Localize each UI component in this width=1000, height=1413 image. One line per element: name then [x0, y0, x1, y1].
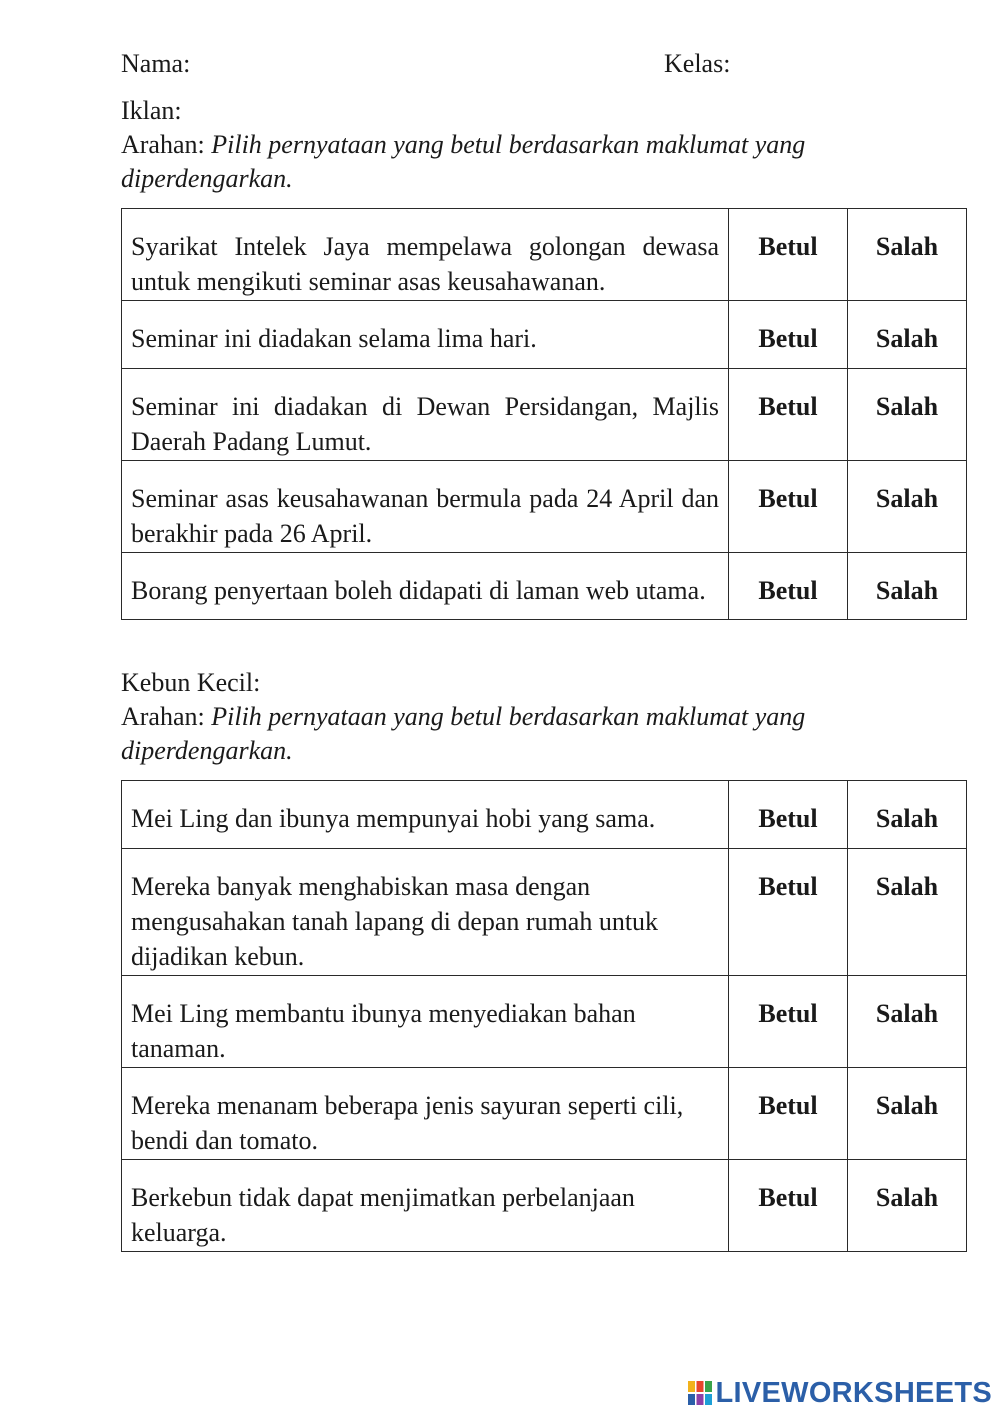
instruction-text: Pilih pernyataan yang betul berdasarkan maklumat yang	[211, 702, 806, 731]
statement-cell: Seminar asas keusahawanan bermula pada 24 April dan berakhir pada 26 April.	[122, 461, 729, 553]
betul-option[interactable]: Betul	[729, 209, 848, 301]
betul-option[interactable]: Betul	[729, 369, 848, 461]
table-row	[122, 781, 967, 849]
table-row	[122, 301, 967, 369]
section-title-kebun-kecil: Kebun Kecil:	[121, 668, 261, 697]
salah-option[interactable]: Salah	[848, 301, 967, 369]
salah-option[interactable]: Salah	[848, 849, 967, 976]
instruction-prefix: Arahan:	[121, 702, 205, 731]
section-title-iklan: Iklan:	[121, 96, 182, 125]
salah-option[interactable]: Salah	[848, 1068, 967, 1160]
betul-option[interactable]: Betul	[729, 461, 848, 553]
statement-cell: Mereka banyak menghabiskan masa dengan mengusahakan tanah lapang di depan rumah untuk dijadikan kebun.	[122, 849, 729, 976]
table-row	[122, 976, 967, 1068]
instruction-iklan	[121, 128, 805, 162]
salah-option[interactable]: Salah	[848, 369, 967, 461]
betul-option[interactable]: Betul	[729, 1160, 848, 1252]
class-label: Kelas:	[664, 49, 731, 78]
instruction-text-continued: diperdengarkan.	[121, 736, 293, 765]
statement-cell: Mereka menanam beberapa jenis sayuran seperti cili, bendi dan tomato.	[122, 1068, 729, 1160]
betul-option[interactable]: Betul	[729, 1068, 848, 1160]
name-label: Nama:	[121, 49, 191, 78]
statement-cell: Seminar ini diadakan selama lima hari.	[122, 301, 729, 369]
table-row	[122, 369, 967, 461]
statement-cell: Mei Ling dan ibunya mempunyai hobi yang sama.	[122, 781, 729, 849]
statement-cell: Mei Ling membantu ibunya menyediakan bahan tanaman.	[122, 976, 729, 1068]
betul-option[interactable]: Betul	[729, 849, 848, 976]
liveworksheets-logo-text: LIVEWORKSHEETS	[715, 1376, 992, 1409]
statement-cell: Borang penyertaan boleh didapati di laman web utama.	[122, 553, 729, 620]
quiz-table-iklan	[121, 208, 967, 620]
salah-option[interactable]: Salah	[848, 781, 967, 849]
betul-option[interactable]: Betul	[729, 301, 848, 369]
salah-option[interactable]: Salah	[848, 553, 967, 620]
instruction-text-continued: diperdengarkan.	[121, 164, 293, 193]
table-row	[122, 849, 967, 976]
statement-cell: Syarikat Intelek Jaya mempelawa golongan dewasa untuk mengikuti seminar asas keusahawanan.	[122, 209, 729, 301]
salah-option[interactable]: Salah	[848, 1160, 967, 1252]
instruction-text: Pilih pernyataan yang betul berdasarkan maklumat yang	[211, 130, 806, 159]
salah-option[interactable]: Salah	[848, 209, 967, 301]
table-row	[122, 1068, 967, 1160]
betul-option[interactable]: Betul	[729, 976, 848, 1068]
table-row	[122, 1160, 967, 1252]
statement-cell: Berkebun tidak dapat menjimatkan perbelanjaan keluarga.	[122, 1160, 729, 1252]
betul-option[interactable]: Betul	[729, 553, 848, 620]
instruction-prefix: Arahan:	[121, 130, 205, 159]
instruction-kebun-kecil	[121, 700, 805, 734]
table-row	[122, 461, 967, 553]
liveworksheets-logo[interactable]	[688, 1376, 993, 1410]
table-row	[122, 209, 967, 301]
table-row	[122, 553, 967, 620]
betul-option[interactable]: Betul	[729, 781, 848, 849]
statement-cell: Seminar ini diadakan di Dewan Persidangan, Majlis Daerah Padang Lumut.	[122, 369, 729, 461]
liveworksheets-icon	[688, 1381, 712, 1405]
salah-option[interactable]: Salah	[848, 461, 967, 553]
salah-option[interactable]: Salah	[848, 976, 967, 1068]
quiz-table-kebun-kecil	[121, 780, 967, 1252]
